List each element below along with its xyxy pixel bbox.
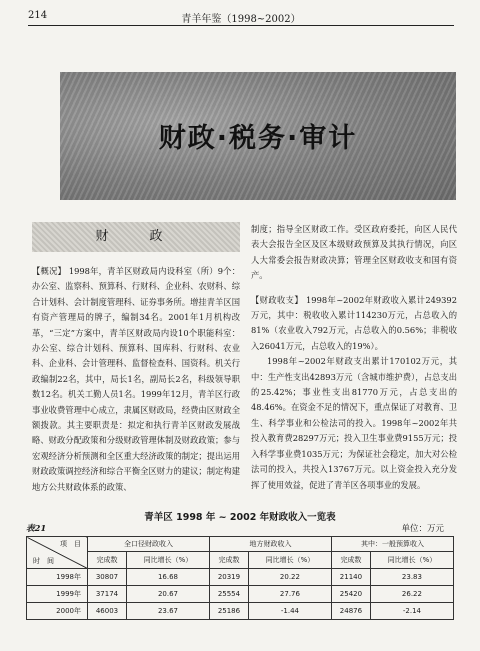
corner-top-label: 项 目 xyxy=(60,540,81,548)
year-cell: 1998年 xyxy=(27,569,88,586)
table-corner-cell xyxy=(27,537,88,569)
table-row xyxy=(27,569,454,586)
table-row xyxy=(27,586,454,603)
table-cell: 25186 xyxy=(209,603,248,620)
table-cell: 16.68 xyxy=(126,569,209,586)
table-cell: -2.14 xyxy=(370,603,453,620)
table-group-header-row xyxy=(27,537,454,552)
paragraph-expenditure-text: 1998年~2002年财政支出累计170102万元，其中：生产性支出42893万元（含城市维护费），占总支出的25.42%；事业性支出81770万元，占总支出的48.46%。在资金不足的情况下，重点保证了对教育、卫生、科学事业和公检法司的投入。1998年~2002年共投入教育费28297万元；投入卫生事业费9155万元；投入科学事业费1035万元；为保证社会稳定，加大对公检法司的投入，共投入13767万元。以上资金投入充分发挥了使用效益，促进了青羊区各项事业的发展。 xyxy=(251,356,457,490)
table-cell: 25420 xyxy=(331,586,370,603)
group-header: 全口径财政收入 xyxy=(88,537,210,552)
table-row xyxy=(27,603,454,620)
subheader-cell: 同比增长（%） xyxy=(248,552,331,569)
table-cell: 23.67 xyxy=(126,603,209,620)
year-cell: 1999年 xyxy=(27,586,88,603)
table-cell: 20.22 xyxy=(248,569,331,586)
chapter-title: 财政·税务·审计 xyxy=(158,123,358,154)
subheader-cell: 同比增长（%） xyxy=(126,552,209,569)
running-header xyxy=(28,8,454,28)
right-column xyxy=(251,222,457,493)
table-cell: 37174 xyxy=(88,586,127,603)
subheader-cell: 同比增长（%） xyxy=(370,552,453,569)
table-cell: 30807 xyxy=(88,569,127,586)
year-cell: 2000年 xyxy=(27,603,88,620)
page-number: 214 xyxy=(28,10,48,21)
running-title: 青羊年鉴（1998~2002） xyxy=(181,14,301,25)
section-heading: 财 政 xyxy=(32,222,240,252)
paragraph-overview: 【概况】 1998年，青羊区财政局内设科室（所）9个：办公室、监察科、预算科、行财科、企业科、农财科、综合计划科、会计制度管理科、证券事务所。增挂青羊区国有资产管理局的牌子，编制34名。2001年1月机构改革，“三定”方案中，青羊区财政局内设10个职能科室：办公室、综合计划科、预算科、国库科、行财科、农业科、企业科、会计管理科、监督检查科、国资科。机关行政编制22名，其中，局长1名，副局长2名，科级领导职数12名。机关工勤人员1名。1999年12月，青羊区行政事业收费管理中心成立，隶属区财政局，经费由区财政全额拨款。其主要职责是：拟定和执行青羊区财政发展战略、财政分配政策和分级财政管理体制及财政政策；参与宏观经济分析预测和全区重大经济政策的制定；提出运用财政政策调控经济和综合平衡全区财力的建议；制定构建地方公共财政体系的政策、 xyxy=(32,266,240,492)
corner-bottom-label: 时 间 xyxy=(33,557,54,565)
table-cell: 21140 xyxy=(331,569,370,586)
table-cell: 24876 xyxy=(331,603,370,620)
table-cell: 46003 xyxy=(88,603,127,620)
table-cell: 27.76 xyxy=(248,586,331,603)
subheader-cell: 完成数 xyxy=(331,552,370,569)
table-cell: 26.22 xyxy=(370,586,453,603)
subheader-cell: 完成数 xyxy=(88,552,127,569)
paragraph-revenue: 【财政收支】 1998年~2002年财政收入累计249392万元，其中：税收收入累计114230万元，占总收入的81%（农业收入792万元，占总收入的0.56%；非税收入26041万元，占总收入的19%）。 xyxy=(251,294,457,351)
group-header: 地方财政收入 xyxy=(209,537,331,552)
header-rule xyxy=(28,25,454,26)
table-title: 青羊区 1998 年 ~ 2002 年财政收入一览表 xyxy=(144,512,336,523)
paragraph-expenditure xyxy=(251,354,457,493)
table-cell: 20.67 xyxy=(126,586,209,603)
subheader-cell: 完成数 xyxy=(209,552,248,569)
table-cell: 20319 xyxy=(209,569,248,586)
table-label: 表21 xyxy=(26,524,47,534)
left-column xyxy=(32,222,240,495)
chapter-banner xyxy=(60,72,456,200)
table-subheader-row xyxy=(27,552,454,569)
paragraph-duties-cont: 制度；指导全区财政工作。受区政府委托，向区人民代表大会报告全区及区本级财政预算及其执行情况，向区人大常委会报告财政决算；管理全区财政收支和国有资产。 xyxy=(251,224,457,281)
table-cell: -1.44 xyxy=(248,603,331,620)
group-header: 其中：一般预算收入 xyxy=(331,537,453,552)
revenue-table xyxy=(26,536,454,620)
table-cell: 25554 xyxy=(209,586,248,603)
table-cell: 23.83 xyxy=(370,569,453,586)
table-unit: 单位：万元 xyxy=(401,524,444,534)
